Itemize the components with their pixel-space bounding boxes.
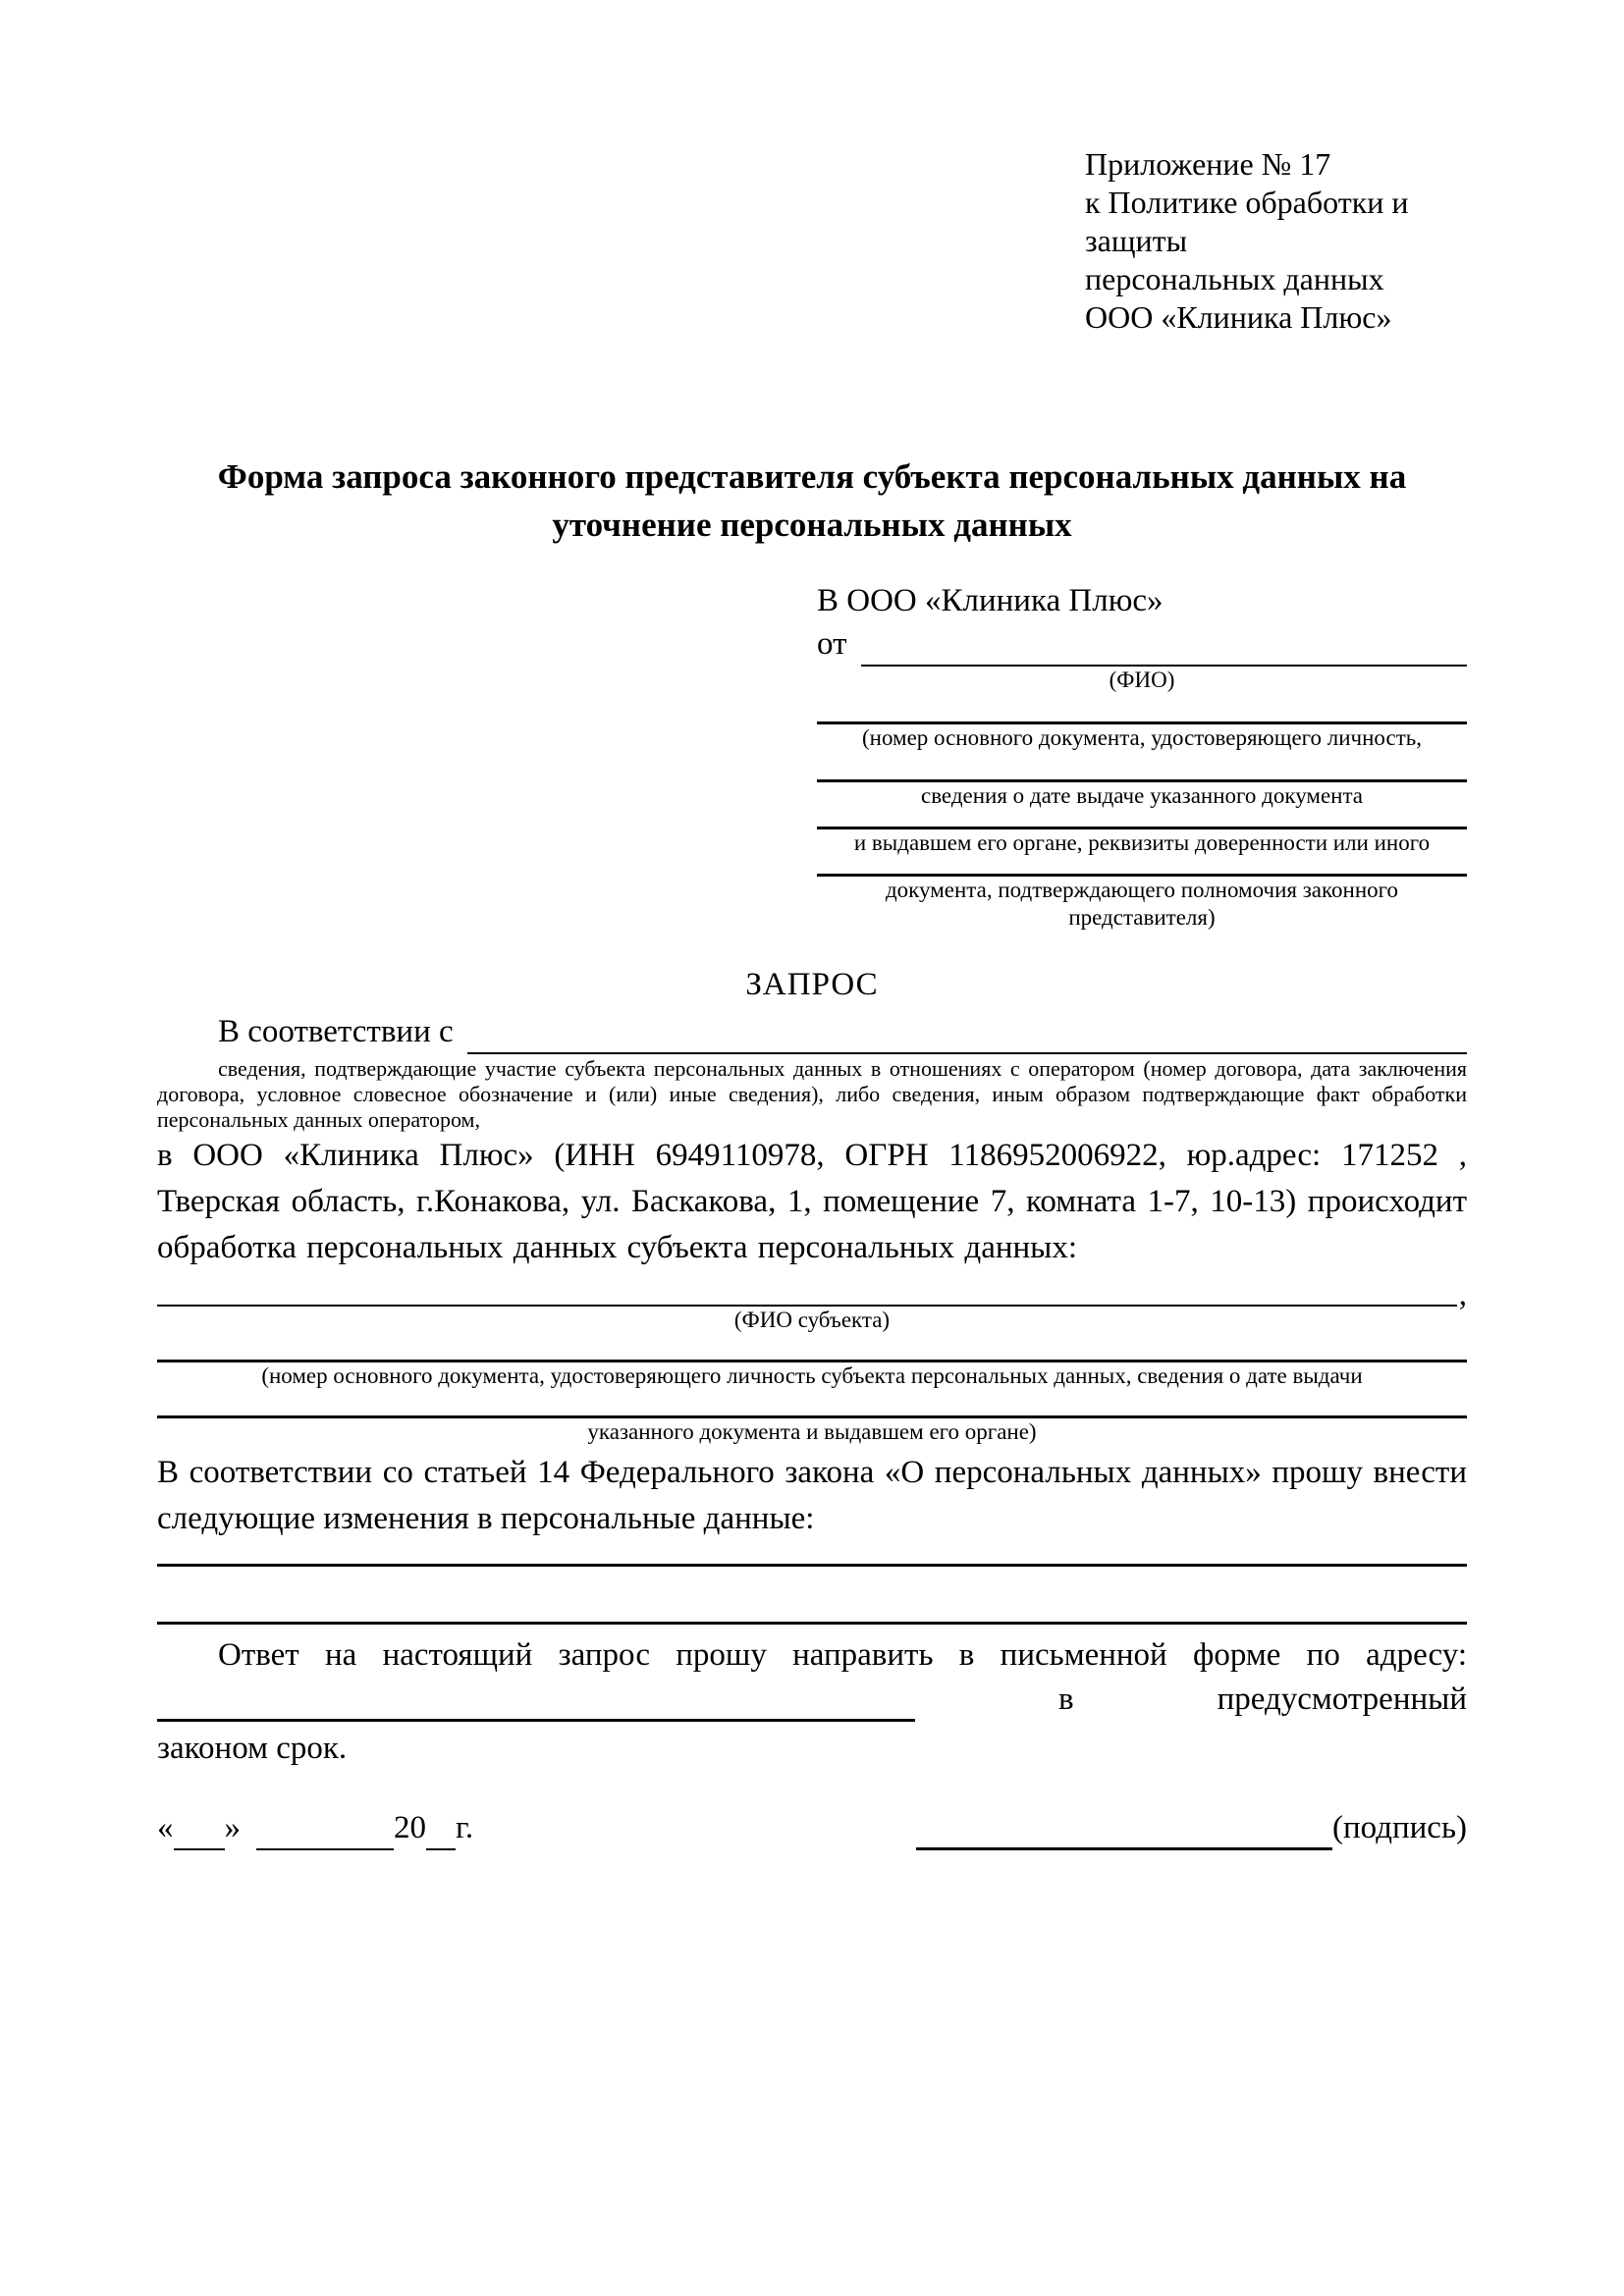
- addressee-to: В ООО «Клиника Плюс»: [817, 583, 1164, 618]
- answer-word-v: в: [1058, 1682, 1074, 1717]
- doc-date-caption: сведения о дате выдаче указанного документа: [920, 783, 1364, 808]
- appendix-note-line: ООО «Клиника Плюс»: [1085, 299, 1392, 335]
- subject-issuer-caption: указанного документа и выдавшем его органе): [587, 1418, 1037, 1444]
- signature-caption: (подпись): [1332, 1810, 1467, 1845]
- answer-end: законом срок.: [157, 1730, 348, 1766]
- date-quote-close: »: [224, 1810, 241, 1845]
- law-paragraph: В соответствии со статьей 14 Федерального закона «О персональных данных» прошу внести следующие изменения в персональные данные:: [157, 1454, 1467, 1536]
- address-blank-line: [157, 1719, 915, 1722]
- date-line: [157, 1809, 473, 1850]
- date-year-suffix: г.: [456, 1810, 474, 1845]
- form-title: Форма запроса законного представителя субъекта персональных данных на уточнение персональных данных: [217, 457, 1407, 544]
- changes-blank-line-1: [157, 1564, 1467, 1567]
- basis-blank-line: [467, 1052, 1467, 1054]
- date-year-blank: [426, 1848, 456, 1850]
- signature-line: [916, 1809, 1467, 1850]
- operator-paragraph: в ООО «Клиника Плюс» (ИНН 6949110978, ОГРН 1186952006922, юр.адрес: 171252 , Тверская область, г.Конакова, ул. Баскакова, 1, помещение 7, комната 1-7, 10-13) происходит обработка персональных данных субъекта персональных данных:: [157, 1137, 1467, 1265]
- fio-caption: (ФИО): [1109, 667, 1175, 692]
- date-month-blank: [256, 1848, 394, 1850]
- request-heading: ЗАПРОС: [745, 967, 879, 1002]
- appendix-note-line: к Политике обработки и защиты: [1085, 185, 1409, 258]
- answer-word-predusmotrenny: предусмотренный: [1217, 1682, 1467, 1717]
- intro-row: [157, 1011, 1467, 1054]
- from-label: от: [817, 626, 847, 663]
- date-day-blank: [174, 1848, 225, 1850]
- from-row: [817, 623, 1467, 667]
- signature-blank-line: [916, 1847, 1332, 1850]
- doc-issuer-caption: и выдавшем его органе, реквизиты доверенности или иного: [853, 830, 1431, 855]
- addressee-block: [817, 578, 1467, 932]
- subject-doc-caption: (номер основного документа, удостоверяющего личность субъекта персональных данных, сведения о дате выдачи: [261, 1362, 1363, 1388]
- date-quote-open: «: [157, 1810, 174, 1845]
- subject-fio-caption: (ФИО субъекта): [733, 1307, 891, 1332]
- trailing-comma: ,: [1458, 1276, 1467, 1312]
- appendix-note: [1085, 145, 1467, 337]
- appendix-note-line: Приложение № 17: [1085, 146, 1331, 182]
- answer-paragraph: Ответ на настоящий запрос прошу направить в письменной форме по адресу:: [218, 1636, 1467, 1673]
- intro-label: В соответствии с: [218, 1014, 454, 1049]
- doc-number-caption: (номер основного документа, удостоверяющего личность,: [861, 725, 1422, 750]
- appendix-note-line: персональных данных: [1085, 261, 1384, 296]
- address-row: [157, 1679, 1467, 1722]
- basis-caption: сведения, подтверждающие участие субъекта персональных данных в отношениях с оператором (номер договора, дата заключения договора, условное словесное обозначение и (или) иные сведения), либо сведения, иным образом подтверждающие факт обработки персональных данных оператором,: [157, 1055, 1467, 1132]
- date-year-prefix: 20: [394, 1810, 426, 1845]
- subject-fio-row: [157, 1275, 1467, 1312]
- footer-row: [157, 1809, 1467, 1850]
- doc-authority-caption: документа, подтверждающего полномочия законного представителя): [885, 878, 1398, 930]
- changes-blank-line-2: [157, 1622, 1467, 1625]
